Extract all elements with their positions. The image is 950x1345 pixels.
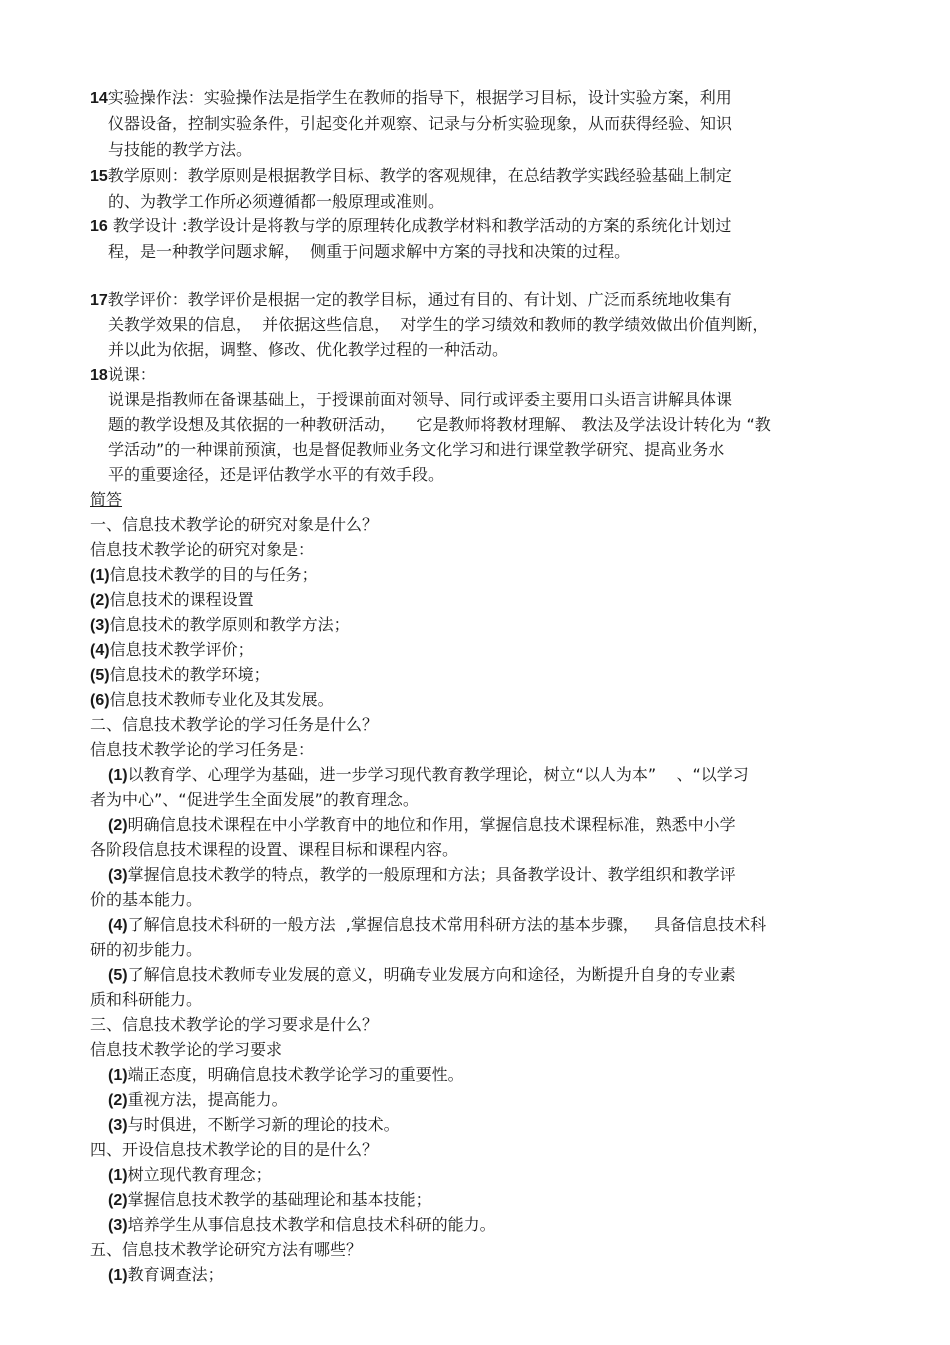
definition-number: 16 <box>90 218 108 235</box>
definition-14-line-2: 仪器设备，控制实验条件，引起变化并观察、记录与分析实验现象，从而获得经验、知识 <box>108 114 733 133</box>
list-item: (3)培养学生从事信息技术教学和信息技术科研的能力。 <box>108 1215 496 1234</box>
definition-text: 说课： <box>107 365 156 384</box>
definition-text: 教学设计 :教学设计是将教与学的原理转化成教学材料和教学活动的方案的系统化计划过 <box>107 216 732 235</box>
definition-17-line-2: 关教学效果的信息， 并依据这些信息， 对学生的学习绩效和教师的教学绩效做出价值判断， <box>108 315 769 334</box>
question-1: 一、信息技术教学论的研究对象是什么？ <box>90 515 379 534</box>
definition-16-line-2: 程，是一种教学问题求解， 侧重于问题求解中方案的寻找和决策的过程。 <box>108 242 631 261</box>
definition-text: 教学原则：教学原则是根据教学目标、教学的客观规律，在总结教学实践经验基础上制定 <box>107 166 732 185</box>
definition-17-line-1 <box>90 288 732 313</box>
question-3-intro: 信息技术教学论的学习要求 <box>90 1040 283 1059</box>
definition-number: 17 <box>90 292 108 309</box>
question-2-intro: 信息技术教学论的学习任务是： <box>90 740 315 759</box>
definition-15-line-2: 的、为教学工作所必须遵循都一般原理或准则。 <box>108 192 445 211</box>
definition-text: 实验操作法：实验操作法是指学生在教师的指导下，根据学习目标，设计实验方案，利用 <box>107 88 732 107</box>
definition-18-line-4: 学活动”的一种课前预演，也是督促教师业务文化学习和进行课堂教学研究、提高业务水 <box>108 440 725 459</box>
question-1-intro: 信息技术教学论的研究对象是： <box>90 540 315 559</box>
list-item-continuation: 质和科研能力。 <box>90 990 203 1009</box>
list-item-continuation: 价的基本能力。 <box>90 890 203 909</box>
list-item: (4)信息技术教学评价； <box>90 640 254 659</box>
definition-text: 教学评价：教学评价是根据一定的教学目标，通过有目的、有计划、广泛而系统地收集有 <box>107 290 732 309</box>
definition-number: 14 <box>90 90 108 107</box>
question-2: 二、信息技术教学论的学习任务是什么？ <box>90 715 379 734</box>
list-item: (2)明确信息技术课程在中小学教育中的地位和作用，掌握信息技术课程标准，熟悉中小学 <box>108 815 736 834</box>
list-item: (3)与时俱进，不断学习新的理论的技术。 <box>108 1115 400 1134</box>
list-item: (2)信息技术的课程设置 <box>90 590 254 609</box>
list-item: (1)教育调查法； <box>108 1265 224 1284</box>
definition-18-line-5: 平的重要途径，还是评估教学水平的有效手段。 <box>108 465 445 484</box>
list-item-continuation: 者为中心”、“促进学生全面发展”的教育理念。 <box>90 790 419 809</box>
list-item: (1)以教育学、心理学为基础，进一步学习现代教育教学理论，树立“以人为本” 、“以学习 <box>108 765 749 784</box>
list-item: (5)了解信息技术教师专业发展的意义，明确专业发展方向和途径，为断提升自身的专业素 <box>108 965 736 984</box>
definition-16-line-1 <box>90 214 731 239</box>
question-3: 三、信息技术教学论的学习要求是什么？ <box>90 1015 379 1034</box>
list-item: (1)端正态度，明确信息技术教学论学习的重要性。 <box>108 1065 464 1084</box>
list-item-continuation: 各阶段信息技术课程的设置、课程目标和课程内容。 <box>90 840 459 859</box>
list-item: (3)掌握信息技术教学的特点，教学的一般原理和方法；具备教学设计、教学组织和教学评 <box>108 865 736 884</box>
definition-18-line-1 <box>90 363 156 388</box>
list-item: (6)信息技术教师专业化及其发展。 <box>90 690 334 709</box>
definition-18-line-2: 说课是指教师在备课基础上，于授课前面对领导、同行或评委主要用口头语言讲解具体课 <box>108 390 733 409</box>
list-item-continuation: 研的初步能力。 <box>90 940 203 959</box>
definition-14-line-1 <box>90 86 732 111</box>
question-4: 四、开设信息技术教学论的目的是什么？ <box>90 1140 379 1159</box>
list-item: (2)掌握信息技术教学的基础理论和基本技能； <box>108 1190 432 1209</box>
list-item: (5)信息技术的教学环境； <box>90 665 270 684</box>
section-title: 简答 <box>90 490 123 509</box>
question-5: 五、信息技术教学论研究方法有哪些？ <box>90 1240 363 1259</box>
definition-number: 18 <box>90 367 108 384</box>
definition-15-line-1 <box>90 164 732 189</box>
list-item: (1)信息技术教学的目的与任务； <box>90 565 318 584</box>
list-item: (3)信息技术的教学原则和教学方法； <box>90 615 350 634</box>
definition-17-line-3: 并以此为依据，调整、修改、优化教学过程的一种活动。 <box>108 340 509 359</box>
definition-14-line-3: 与技能的教学方法。 <box>108 140 253 159</box>
list-item: (4)了解信息技术科研的一般方法 ,掌握信息技术常用科研方法的基本步骤， 具备信息技术科 <box>108 915 767 934</box>
list-item: (1)树立现代教育理念； <box>108 1165 272 1184</box>
list-item: (2)重视方法，提高能力。 <box>108 1090 288 1109</box>
definition-18-line-3: 题的教学设想及其依据的一种教研活动， 它是教师将教材理解、 教法及学法设计转化为 “教 <box>108 415 771 434</box>
definition-number: 15 <box>90 168 108 185</box>
